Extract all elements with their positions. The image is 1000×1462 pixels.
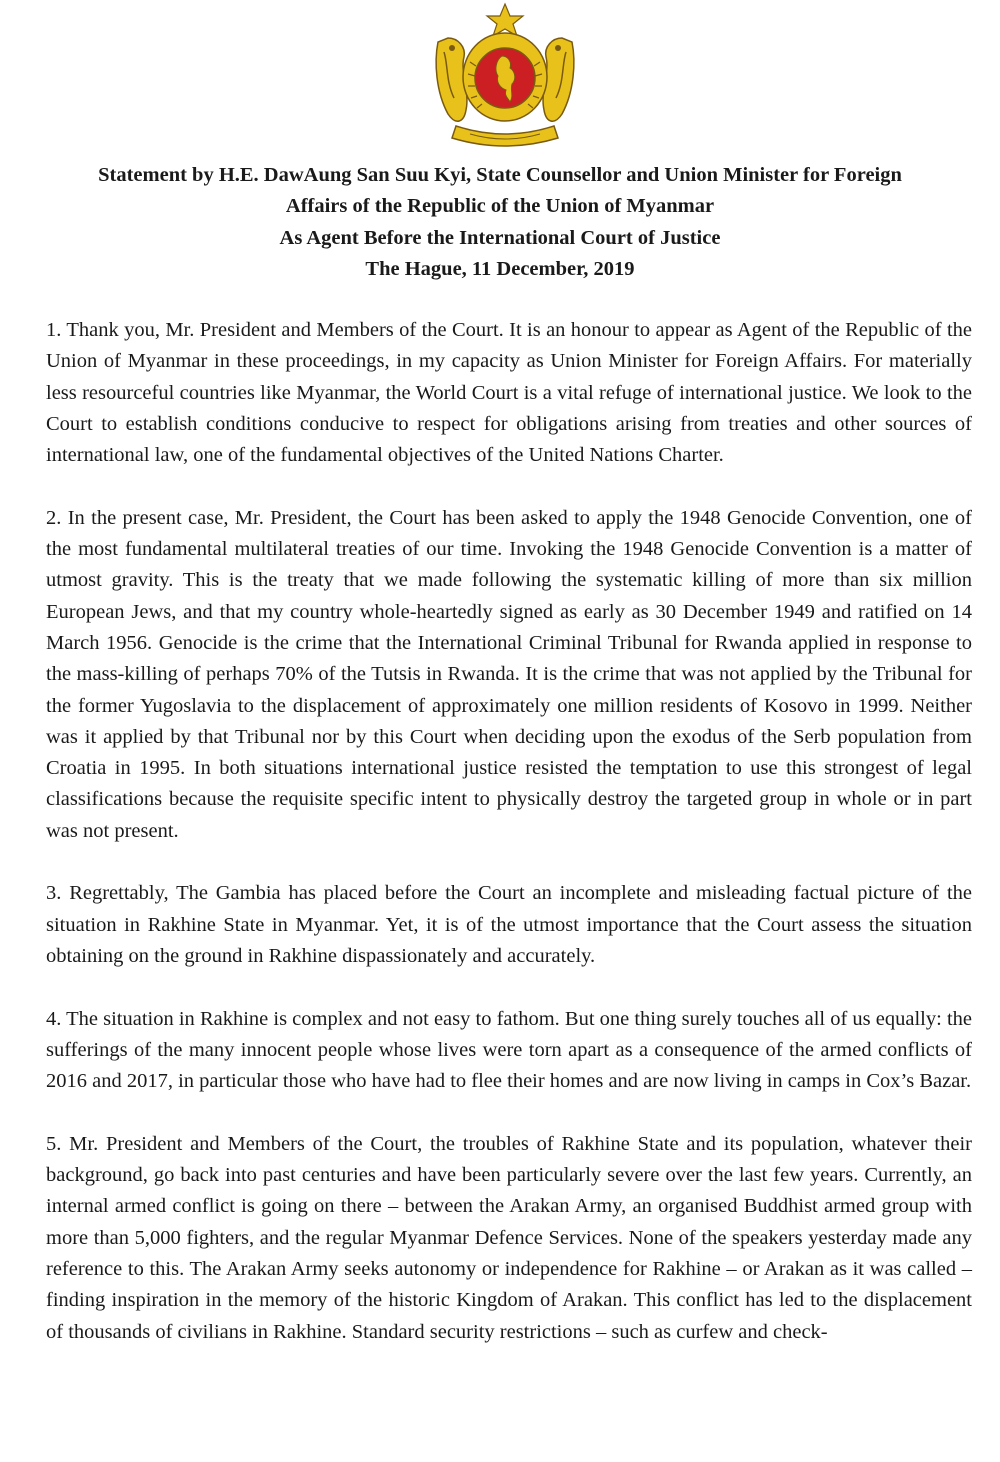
statement-title [0,160,1000,285]
paragraph-5: 5. Mr. President and Members of the Court, the troubles of Rakhine State and its population, whatever their background, go back into past centuries and have been particularly severe over the last few years. Currently, an internal armed conflict is going on there – between the Arakan Army, an organised Buddhist armed group with more than 5,000 fighters, and the regular Myanmar Defence Services. None of the speakers yesterday made any reference to this. The Arakan Army seeks autonomy or independence for Rakhine – or Arakan as it was called – finding inspiration in the memory of the historic Kingdom of Arakan. This conflict has led to the displacement of thousands of civilians in Rakhine. Standard security restrictions – such as curfew and check- [46,1132,972,1343]
paragraph-3: 3. Regrettably, The Gambia has placed before the Court an incomplete and misleading factual picture of the situation in Rakhine State in Myanmar. Yet, it is of the utmost importance that the Court assess the situation obtaining on the ground in Rakhine dispassionately and accurately. [46,882,972,967]
title-line-4: The Hague, 11 December, 2019 [365,257,635,280]
paragraph-2: 2. In the present case, Mr. President, the Court has been asked to apply the 1948 Genocide Convention, one of the most fundamental multilateral treaties of our time. Invoking the 1948 Genocide Convention is a matter of utmost gravity. This is the treaty that we made following the systematic killing of more than six million European Jews, and that my country whole-heartedly signed as early as 30 December 1949 and ratified on 14 March 1956. Genocide is the crime that the International Criminal Tribunal for Rwanda applied in response to the mass-killing of perhaps 70% of the Tutsis in Rwanda. It is the crime that was not applied by the Tribunal for the former Yugoslavia to the displacement of approximately one million residents of Kosovo in 1999. Neither was it applied by that Tribunal nor by this Court when deciding upon the exodus of the Serb population from Croatia in 1995. In both situations international justice resisted the temptation to use this strongest of legal classifications because the requisite specific intent to physically destroy the targeted group in whole or in part was not present. [46,506,972,842]
title-line-3: As Agent Before the International Court of Justice [279,226,721,249]
title-line-1: Statement by H.E. DawAung San Suu Kyi, State Counsellor and Union Minister for Foreign [98,164,902,186]
title-line-2: Affairs of the Republic of the Union of Myanmar [285,195,715,218]
paragraph-1: 1. Thank you, Mr. President and Members of the Court. It is an honour to appear as Agent of the Republic of the Union of Myanmar in these proceedings, in my capacity as Union Minister for Foreign Affairs. For materially less resourceful countries like Myanmar, the World Court is a vital refuge of international justice. We look to the Court to establish conditions conducive to respect for obligations arising from treaties and other sources of international law, one of the fundamental objectives of the United Nations Charter. [46,319,972,467]
paragraph-4: 4. The situation in Rakhine is complex and not easy to fathom. But one thing surely touches all of us equally: the sufferings of the many innocent people whose lives were torn apart as a consequence of the armed conflicts of 2016 and 2017, in particular those who have had to flee their homes and are now living in camps in Cox’s Bazar. [46,1007,972,1093]
myanmar-state-seal-icon [430,2,580,152]
statement-body [46,315,972,1348]
state-seal [430,2,580,152]
